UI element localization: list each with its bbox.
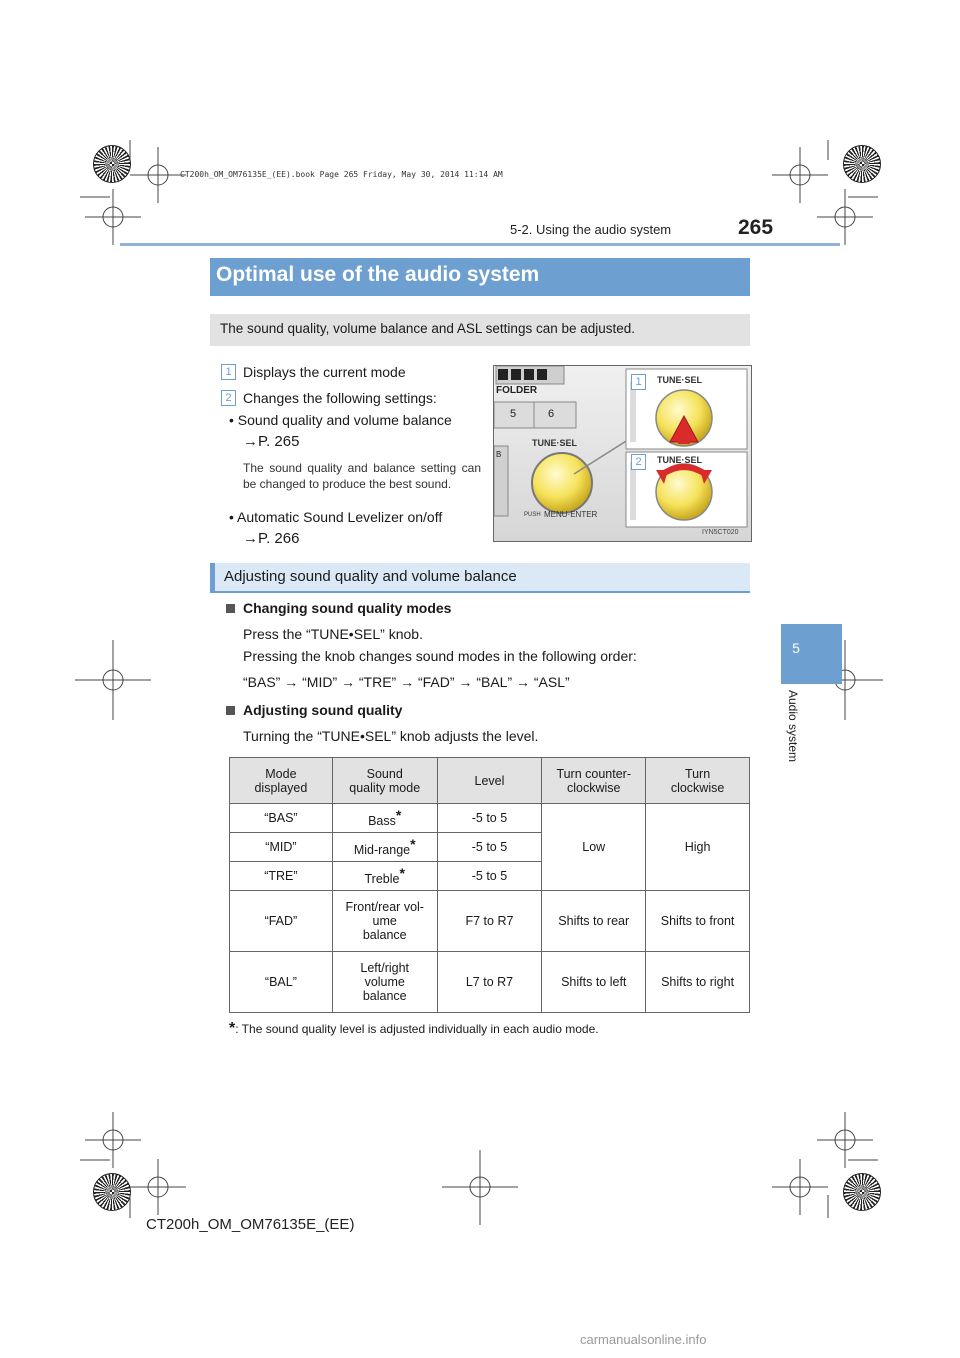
table-row [230, 804, 750, 833]
preset-key-label: 5 [510, 408, 517, 420]
push-label: PUSH [524, 512, 541, 518]
table-cell: Shifts to right [646, 952, 750, 1013]
table-row [230, 891, 750, 952]
header-rule [120, 243, 840, 246]
mode-order: “BAS” → “MID” → “TRE” → “FAD” → “BAL” → “ASL” [243, 674, 570, 690]
page-number: 265 [738, 216, 774, 239]
table-cell: Treble* [332, 862, 437, 891]
page-reference-link[interactable]: →P. 265 [243, 433, 300, 450]
square-bullet [226, 604, 235, 613]
table-cell: -5 to 5 [437, 833, 542, 862]
folder-label: FOLDER [496, 385, 538, 396]
header-cell: Sound quality mode [332, 758, 437, 804]
figure-code: IYN5CT020 [702, 529, 739, 536]
intro-text: The sound quality, volume balance and ASL settings can be adjusted. [220, 321, 636, 336]
sound-settings-table [229, 757, 750, 1013]
table-header-row [230, 758, 750, 804]
audio-panel-figure [493, 365, 752, 542]
chapter-label [770, 690, 810, 790]
setting-bullet: • Sound quality and volume balance [229, 412, 452, 428]
table-cell: “BAS” [230, 804, 333, 833]
table-cell: “MID” [230, 833, 333, 862]
chapter-number: 5 [792, 640, 800, 656]
table-cell: Left/right volume balance [332, 952, 437, 1013]
callout-number: 2 [631, 454, 646, 470]
item-text: Displays the current mode [243, 364, 406, 380]
table-cell: Bass* [332, 804, 437, 833]
square-bullet [226, 706, 235, 715]
subsection-marker [210, 563, 215, 593]
section-breadcrumb: 5-2. Using the audio system [510, 222, 672, 237]
table-cell: F7 to R7 [437, 891, 542, 952]
callout-label: TUNE·SEL [657, 455, 702, 465]
preset-key-label: B [496, 450, 502, 459]
header-cell: Mode displayed [230, 758, 333, 804]
item-text: Changes the following settings: [243, 390, 437, 406]
table-cell: Shifts to rear [542, 891, 646, 952]
menu-enter-label: MENU·ENTER [544, 510, 598, 519]
header-cell: Turn clockwise [646, 758, 750, 804]
table-cell: Mid-range* [332, 833, 437, 862]
item-number-box: 1 [221, 364, 236, 380]
setting-bullet: • Automatic Sound Levelizer on/off [229, 509, 443, 525]
table-cell: -5 to 5 [437, 862, 542, 891]
print-info-line: CT200h_OM_OM76135E_(EE).book Page 265 Friday, May 30, 2014 11:14 AM [180, 170, 503, 179]
page-title: Optimal use of the audio system [216, 263, 540, 286]
page-reference-link[interactable]: →P. 266 [243, 530, 300, 547]
footnote: *: The sound quality level is adjusted individually in each audio mode. [229, 1020, 599, 1037]
table-cell: Low [542, 804, 646, 891]
table-row [230, 952, 750, 1013]
table-cell: High [646, 804, 750, 891]
table-cell: “BAL” [230, 952, 333, 1013]
table-cell: “FAD” [230, 891, 333, 952]
callout-label: TUNE·SEL [657, 375, 702, 385]
chapter-label-text: Audio system [786, 690, 800, 763]
changing-line: Press the “TUNE•SEL” knob. [243, 626, 423, 642]
document-code: CT200h_OM_OM76135E_(EE) [146, 1216, 355, 1233]
adjusting-line: Turning the “TUNE•SEL” knob adjusts the level. [243, 728, 539, 744]
subsection-title: Adjusting sound quality and volume balance [224, 568, 517, 585]
setting-note: The sound quality and balance setting can be changed to produce the best sound. [243, 461, 481, 491]
changing-line: Pressing the knob changes sound modes in the following order: [243, 648, 637, 664]
watermark: carmanualsonline.info [580, 1332, 707, 1347]
callout-number: 1 [631, 374, 646, 390]
table-cell: L7 to R7 [437, 952, 542, 1013]
table-cell: -5 to 5 [437, 804, 542, 833]
table-cell: Front/rear vol- ume balance [332, 891, 437, 952]
item-number-box: 2 [221, 390, 236, 406]
adjusting-heading: Adjusting sound quality [243, 702, 403, 718]
table-cell: “TRE” [230, 862, 333, 891]
preset-key-label: 6 [548, 408, 555, 420]
table-cell: Shifts to left [542, 952, 646, 1013]
header-cell: Turn counter- clockwise [542, 758, 646, 804]
knob-label: TUNE·SEL [532, 438, 577, 448]
table-cell: Shifts to front [646, 891, 750, 952]
changing-heading: Changing sound quality modes [243, 600, 452, 616]
header-cell: Level [437, 758, 542, 804]
